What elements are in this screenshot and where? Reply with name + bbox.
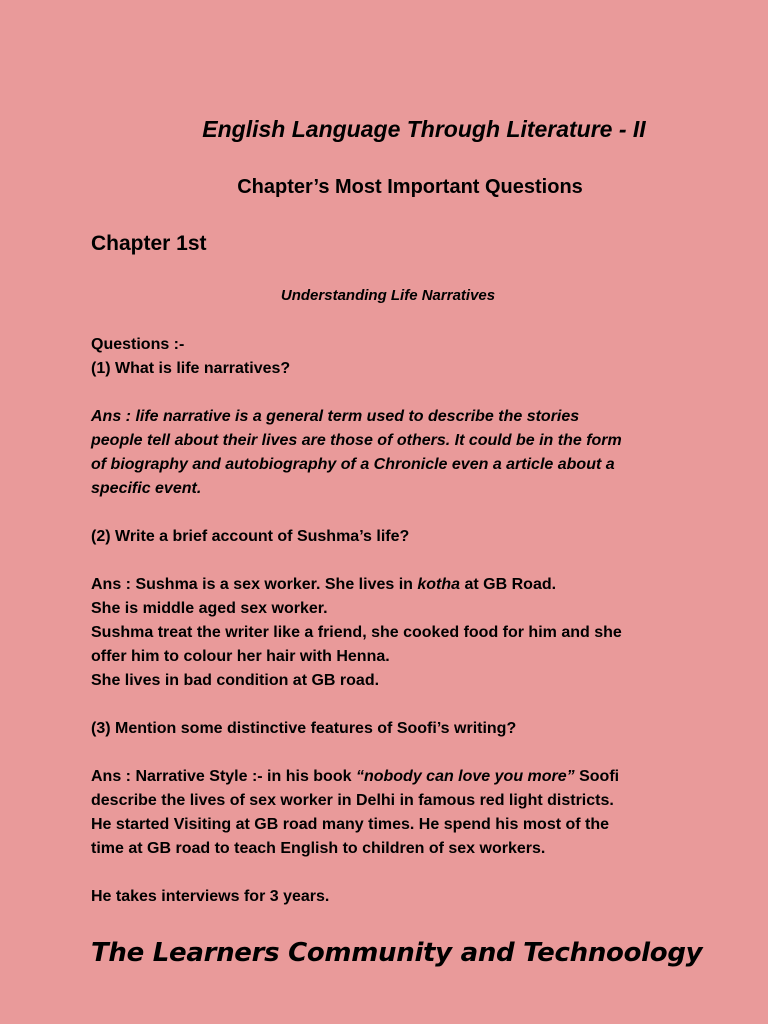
question-1: (1) What is life narratives?	[91, 360, 291, 377]
answer-1-line: specific event.	[91, 480, 202, 497]
footer-brand: The Learners Community and Technoology	[91, 938, 703, 968]
answer-2-line: She lives in bad condition at GB road.	[91, 672, 380, 689]
answer-2-line: offer him to colour her hair with Henna.	[91, 648, 390, 665]
document-title: English Language Through Literature - II	[202, 116, 646, 142]
answer-3-line: time at GB road to teach English to children of sex workers.	[91, 840, 546, 857]
questions-label: Questions :-	[91, 336, 185, 353]
answer-2-emphasis: kotha	[417, 576, 461, 593]
answer-2-line	[91, 573, 691, 597]
answer-1-line: Ans : life narrative is a general term used to describe the stories	[91, 408, 580, 425]
document-body	[91, 333, 691, 909]
answer-3-text: Ans : Narrative Style :- in his book	[91, 768, 356, 785]
answer-2-line: She is middle aged sex worker.	[91, 600, 328, 617]
answer-2-text: Ans : Sushma is a sex worker. She lives in	[91, 576, 418, 593]
answer-3-line: describe the lives of sex worker in Delhi in famous red light districts.	[91, 792, 614, 809]
document-subtitle: Chapter’s Most Important Questions	[237, 176, 583, 198]
answer-3-extra: He takes interviews for 3 years.	[91, 888, 330, 905]
answer-3-line: He started Visiting at GB road many times. He spend his most of the	[91, 816, 610, 833]
chapter-title: Understanding Life Narratives	[280, 287, 496, 304]
answer-3-line	[91, 765, 691, 789]
answer-1-line: of biography and autobiography of a Chronicle even a article about a	[91, 456, 615, 473]
chapter-heading: Chapter 1st	[91, 232, 207, 255]
answer-3-text: Soofi	[574, 768, 620, 785]
question-3: (3) Mention some distinctive features of Soofi’s writing?	[91, 720, 517, 737]
answer-2-line: Sushma treat the writer like a friend, she cooked food for him and she	[91, 624, 622, 641]
answer-1-line: people tell about their lives are those of others. It could be in the form	[91, 432, 622, 449]
answer-2-text: at GB Road.	[460, 576, 557, 593]
question-2: (2) Write a brief account of Sushma’s life?	[91, 528, 410, 545]
answer-3-emphasis: “nobody can love you more”	[355, 768, 575, 785]
